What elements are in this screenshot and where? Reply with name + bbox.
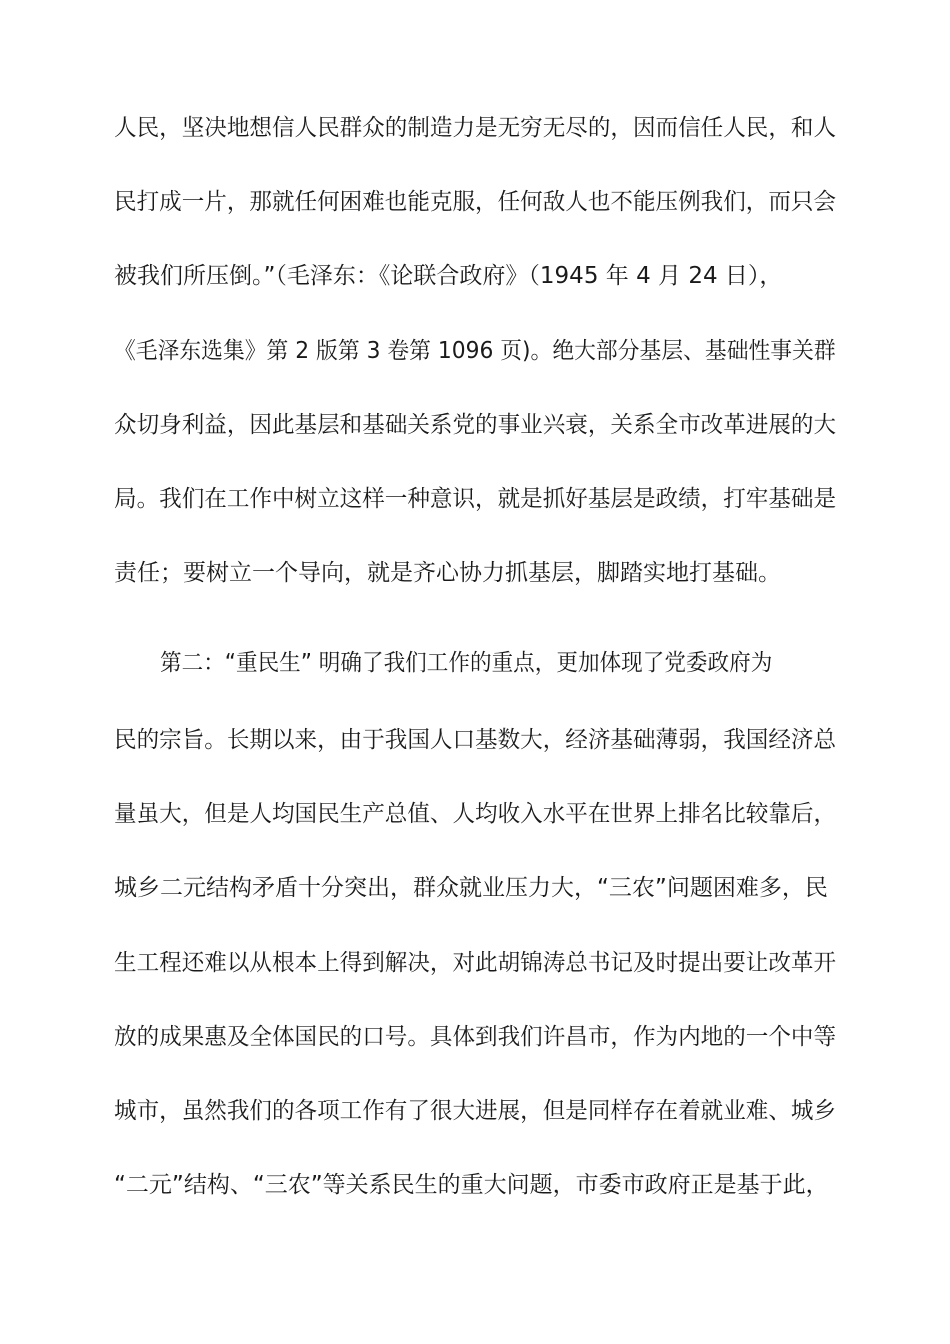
text-line-3: 被我们所压倒。”（毛泽东：《论联合政府》（1945 年 4 月 24 日），: [114, 263, 783, 289]
text-line-13: 放的成果惠及全体国民的口号。具体到我们许昌市，作为内地的一个中等: [114, 1024, 837, 1050]
text-line-1: 人民，坚决地想信人民群众的制造力是无穷无尽的，因而信任人民，和人: [114, 115, 837, 141]
text-line-5: 众切身利益，因此基层和基础关系党的事业兴衰，关系全市改革进展的大: [114, 412, 837, 438]
text-line-6: 局。我们在工作中树立这样一种意识，就是抓好基层是政绩，打牢基础是: [114, 486, 837, 512]
text-line-12: 生工程还难以从根本上得到解决，对此胡锦涛总书记及时提出要让改革开: [114, 950, 837, 976]
text-line-4: 《毛泽东选集》第 2 版第 3 卷第 1096 页)。绝大部分基层、基础性事关群: [114, 338, 836, 364]
text-line-14: 城市，虽然我们的各项工作有了很大进展，但是同样存在着就业难、城乡: [114, 1098, 837, 1124]
paragraph-2-first-line: 第二：“重民生” 明确了我们工作的重点，更加体现了党委政府为: [160, 650, 773, 676]
text-line-10: 量虽大，但是人均国民生产总值、人均收入水平在世界上排名比较靠后，: [114, 801, 837, 827]
text-line-11: 城乡二元结构矛盾十分突出，群众就业压力大，“三农”问题困难多，民: [114, 875, 828, 901]
text-line-2: 民打成一片，那就任何困难也能克服，任何敌人也不能压例我们，而只会: [114, 189, 837, 215]
text-line-7: 责任；要树立一个导向，就是齐心协力抓基层，脚踏实地打基础。: [114, 560, 781, 586]
text-line-15: “二元”结构、“三农”等关系民生的重大问题，市委市政府正是基于此，: [114, 1172, 829, 1198]
text-line-9: 民的宗旨。长期以来，由于我国人口基数大，经济基础薄弱，我国经济总: [114, 727, 837, 753]
